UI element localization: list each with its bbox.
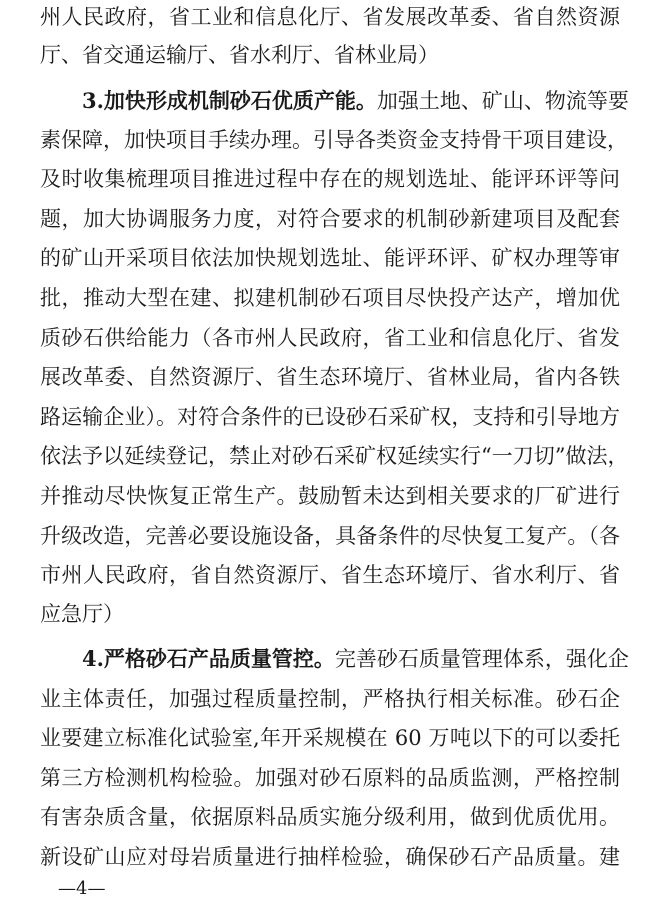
page-number: —4—: [58, 878, 106, 899]
text-line: 依法予以延续登记，禁止对砂石采矿权延续实行“一刀切”做法，: [40, 444, 629, 468]
section-4-first-line: [82, 646, 629, 672]
text-line: 业要建立标准化试验室,年开采规模在 60 万吨以下的可以委托: [40, 726, 620, 750]
text-line: 展改革委、自然资源厅、省生态环境厅、省林业局，省内各铁: [40, 365, 620, 389]
text-line: 题，加大协调服务力度，对符合要求的机制砂新建项目及配套: [40, 207, 620, 231]
text-span: 完善砂石质量管理体系，强化企: [334, 647, 629, 671]
text-line: 厅、省交通运输厅、省水利厅、省林业局）: [40, 43, 439, 67]
text-line: 应急厅）: [40, 602, 124, 626]
text-line: 及时收集梳理项目推进过程中存在的规划选址、能评环评等问: [40, 167, 620, 191]
text-line: 质砂石供给能力（各市州人民政府，省工业和信息化厅、省发: [40, 326, 620, 350]
text-line: 升级改造，完善必要设施设备，具备条件的尽快复工复产。（各: [40, 524, 620, 548]
text-line: 批，推动大型在建、拟建机制砂石项目尽快投产达产，增加优: [40, 286, 620, 310]
text-line: 新设矿山应对母岩质量进行抽样检验，确保砂石产品质量。建: [40, 845, 620, 869]
text-line: 并推动尽快恢复正常生产。鼓励暂未达到相关要求的厂矿进行: [40, 484, 620, 508]
text-line: 的矿山开采项目依法加快规划选址、能评环评、矿权办理等审: [40, 246, 620, 270]
section-3-heading: 3.加快形成机制砂石优质产能。: [82, 88, 377, 113]
text-line: 有害杂质含量，依据原料品质实施分级利用，做到优质优用。: [40, 805, 620, 829]
text-line: 州人民政府，省工业和信息化厅、省发展改革委、省自然资源: [40, 5, 620, 29]
section-3-first-line: [82, 88, 629, 114]
text-span: 加强土地、矿山、物流等要: [376, 89, 629, 113]
text-line: 市州人民政府，省自然资源厅、省生态环境厅、省水利厅、省: [40, 563, 620, 587]
text-line: 业主体责任，加强过程质量控制，严格执行相关标准。砂石企: [40, 687, 620, 711]
text-line: 第三方检测机构检验。加强对砂石原料的品质监测，严格控制: [40, 766, 620, 790]
text-line: 素保障，加快项目手续办理。引导各类资金支持骨干项目建设，: [40, 128, 628, 152]
text-line: 路运输企业）。对符合条件的已设砂石采矿权，支持和引导地方: [40, 405, 620, 429]
section-4-heading: 4.严格砂石产品质量管控。: [82, 646, 335, 671]
